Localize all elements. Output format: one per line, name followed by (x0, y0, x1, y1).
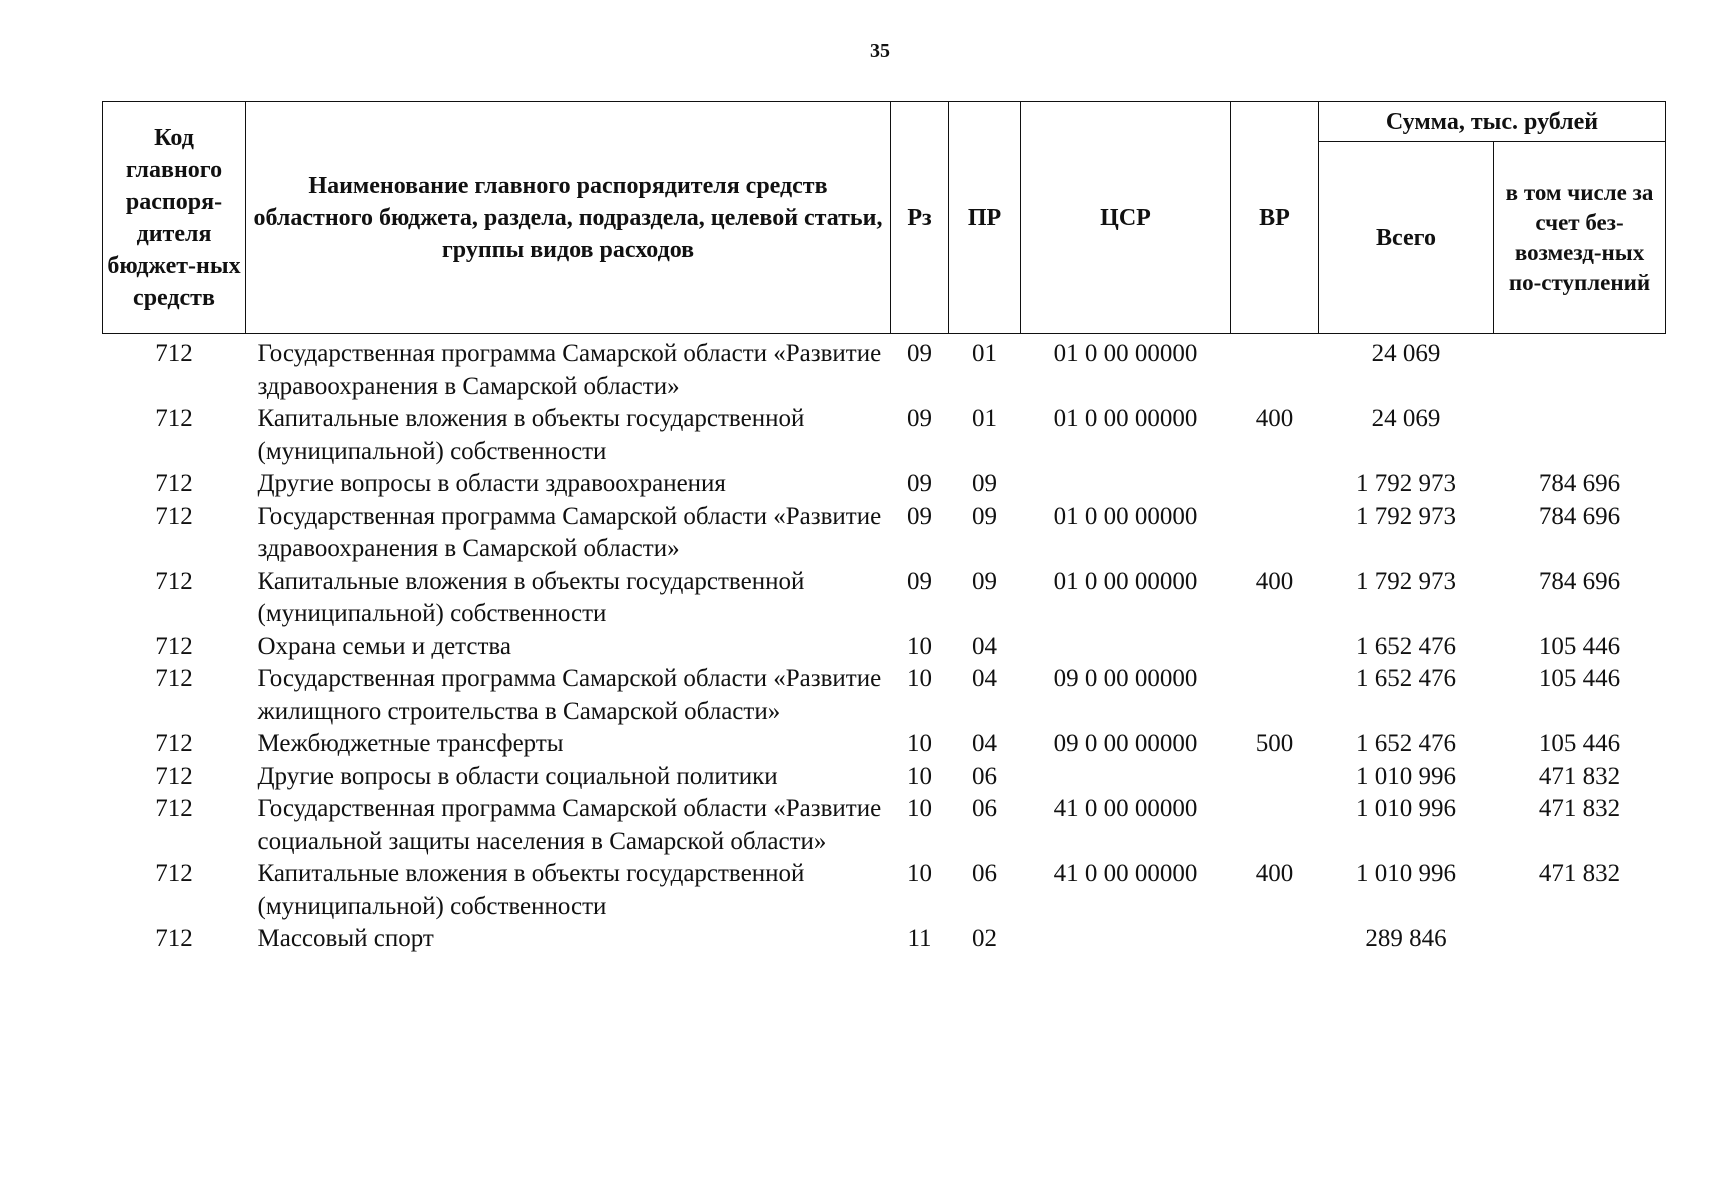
cell-vr (1231, 334, 1319, 404)
cell-csr (1021, 468, 1231, 501)
cell-rz: 10 (907, 665, 932, 692)
page-number: 35 (870, 40, 890, 62)
cell-vr (1231, 793, 1319, 858)
cell-pr: 06 (972, 795, 997, 822)
cell-csr: 01 0 00 00000 (1053, 502, 1198, 530)
cell-pr: 04 (972, 730, 997, 757)
cell-pr: 02 (972, 925, 997, 952)
budget-table (102, 101, 1666, 956)
table-row (103, 631, 1666, 664)
cell-vr: 500 (1255, 730, 1294, 757)
cell-grant: 471 832 (1538, 860, 1621, 887)
cell-csr: 01 0 00 00000 (1053, 405, 1198, 432)
cell-rz: 09 (907, 340, 932, 367)
table-row (103, 566, 1666, 631)
table-row (103, 403, 1666, 468)
header-name: Наименование главного распорядителя средств областного бюджета, раздела, подраздела, целевой статьи, группы видов расходов (246, 102, 891, 334)
cell-vr (1231, 501, 1319, 566)
header-rz: Рз (891, 102, 949, 334)
cell-total: 1 010 996 (1356, 795, 1456, 822)
cell-total: 1 652 476 (1356, 632, 1456, 660)
cell-grant: 105 446 (1538, 730, 1621, 757)
cell-total: 1 010 996 (1356, 860, 1456, 887)
cell-rz: 11 (907, 925, 932, 952)
cell-total: 1 652 476 (1356, 730, 1456, 757)
cell-grant: 784 696 (1538, 567, 1621, 595)
cell-name: Массовый спорт (257, 925, 434, 952)
cell-name: Государственная программа Самарской области «Развитие жилищного строительства в Самарской области» (257, 665, 882, 725)
cell-vr (1231, 631, 1319, 664)
table-row (103, 663, 1666, 728)
cell-csr: 09 0 00 00000 (1053, 665, 1198, 692)
cell-code: 712 (155, 762, 193, 790)
cell-name: Государственная программа Самарской области «Развитие здравоохранения в Самарской области» (257, 340, 882, 400)
table-header (103, 102, 1666, 334)
cell-pr: 09 (972, 502, 997, 530)
cell-code: 712 (155, 860, 193, 887)
cell-code: 712 (155, 502, 193, 530)
cell-grant (1494, 334, 1666, 404)
cell-grant: 105 446 (1538, 632, 1621, 660)
cell-code: 712 (155, 795, 193, 822)
cell-vr: 400 (1255, 860, 1294, 887)
cell-name: Государственная программа Самарской области «Развитие социальной защиты населения в Самарской области» (257, 795, 882, 855)
header-total: Всего (1319, 142, 1494, 334)
cell-pr: 09 (972, 470, 997, 497)
table-row (103, 728, 1666, 761)
budget-sheet (102, 101, 1666, 956)
cell-vr (1231, 468, 1319, 501)
cell-total: 1 010 996 (1356, 762, 1456, 790)
cell-code: 712 (155, 925, 193, 952)
cell-rz: 10 (907, 762, 932, 790)
cell-grant: 471 832 (1538, 795, 1621, 822)
header-pr: ПР (949, 102, 1021, 334)
table-row (103, 793, 1666, 858)
cell-total: 289 846 (1365, 925, 1447, 952)
cell-csr: 41 0 00 00000 (1053, 860, 1198, 887)
cell-code: 712 (155, 665, 193, 692)
cell-code: 712 (155, 632, 193, 660)
table-body (103, 334, 1666, 956)
table-row (103, 923, 1666, 956)
cell-total: 1 652 476 (1356, 665, 1456, 692)
cell-csr: 01 0 00 00000 (1053, 340, 1198, 367)
cell-pr: 01 (972, 405, 997, 432)
header-code: Код главного распоря-дителя бюджет-ных средств (103, 102, 246, 334)
header-csr: ЦСР (1021, 102, 1231, 334)
cell-code: 712 (155, 470, 193, 497)
cell-total: 24 069 (1371, 405, 1441, 432)
cell-pr: 04 (972, 665, 997, 692)
cell-name: Капитальные вложения в объекты государственной (муниципальной) собственности (257, 567, 805, 627)
cell-vr: 400 (1255, 405, 1294, 432)
table-row (103, 468, 1666, 501)
cell-grant: 784 696 (1538, 502, 1621, 530)
cell-vr (1231, 761, 1319, 794)
cell-pr: 09 (972, 567, 997, 595)
header-grant: в том числе за счет без-возмезд-ных по-ступлений (1494, 142, 1666, 334)
cell-csr: 09 0 00 00000 (1053, 730, 1198, 757)
cell-pr: 06 (972, 860, 997, 887)
table-row (103, 858, 1666, 923)
cell-rz: 10 (907, 860, 932, 887)
cell-csr (1021, 631, 1231, 664)
cell-rz: 09 (907, 567, 932, 595)
cell-csr: 01 0 00 00000 (1053, 567, 1198, 595)
cell-name: Межбюджетные трансферты (257, 730, 564, 757)
cell-pr: 04 (972, 632, 997, 660)
cell-grant (1494, 923, 1666, 956)
header-vr: ВР (1231, 102, 1319, 334)
cell-vr (1231, 663, 1319, 728)
cell-rz: 09 (907, 405, 932, 432)
header-sum-group: Сумма, тыс. рублей (1319, 102, 1666, 142)
cell-name: Охрана семьи и детства (257, 632, 511, 660)
cell-name: Капитальные вложения в объекты государственной (муниципальной) собственности (257, 405, 805, 465)
cell-name: Другие вопросы в области здравоохранения (257, 470, 726, 497)
cell-rz: 10 (907, 795, 932, 822)
table-row (103, 334, 1666, 404)
cell-rz: 09 (907, 470, 932, 497)
cell-pr: 06 (972, 762, 997, 790)
cell-total: 1 792 973 (1356, 502, 1456, 530)
cell-vr: 400 (1255, 567, 1294, 595)
cell-total: 24 069 (1371, 340, 1441, 367)
cell-grant: 784 696 (1538, 470, 1621, 497)
cell-code: 712 (155, 340, 193, 367)
cell-csr (1021, 761, 1231, 794)
cell-name: Государственная программа Самарской области «Развитие здравоохранения в Самарской области» (257, 502, 882, 562)
cell-csr: 41 0 00 00000 (1053, 795, 1198, 822)
cell-grant: 105 446 (1538, 665, 1621, 692)
cell-code: 712 (155, 405, 193, 432)
cell-csr (1021, 923, 1231, 956)
cell-grant: 471 832 (1538, 762, 1621, 790)
table-row (103, 761, 1666, 794)
table-row (103, 501, 1666, 566)
cell-name: Другие вопросы в области социальной политики (257, 762, 778, 790)
cell-total: 1 792 973 (1356, 470, 1456, 497)
cell-vr (1231, 923, 1319, 956)
cell-grant (1494, 403, 1666, 468)
cell-rz: 10 (907, 632, 932, 660)
cell-total: 1 792 973 (1356, 567, 1456, 595)
cell-code: 712 (155, 730, 193, 757)
cell-name: Капитальные вложения в объекты государственной (муниципальной) собственности (257, 860, 805, 920)
cell-code: 712 (155, 567, 193, 595)
cell-rz: 10 (907, 730, 932, 757)
cell-pr: 01 (972, 340, 997, 367)
cell-rz: 09 (907, 502, 932, 530)
